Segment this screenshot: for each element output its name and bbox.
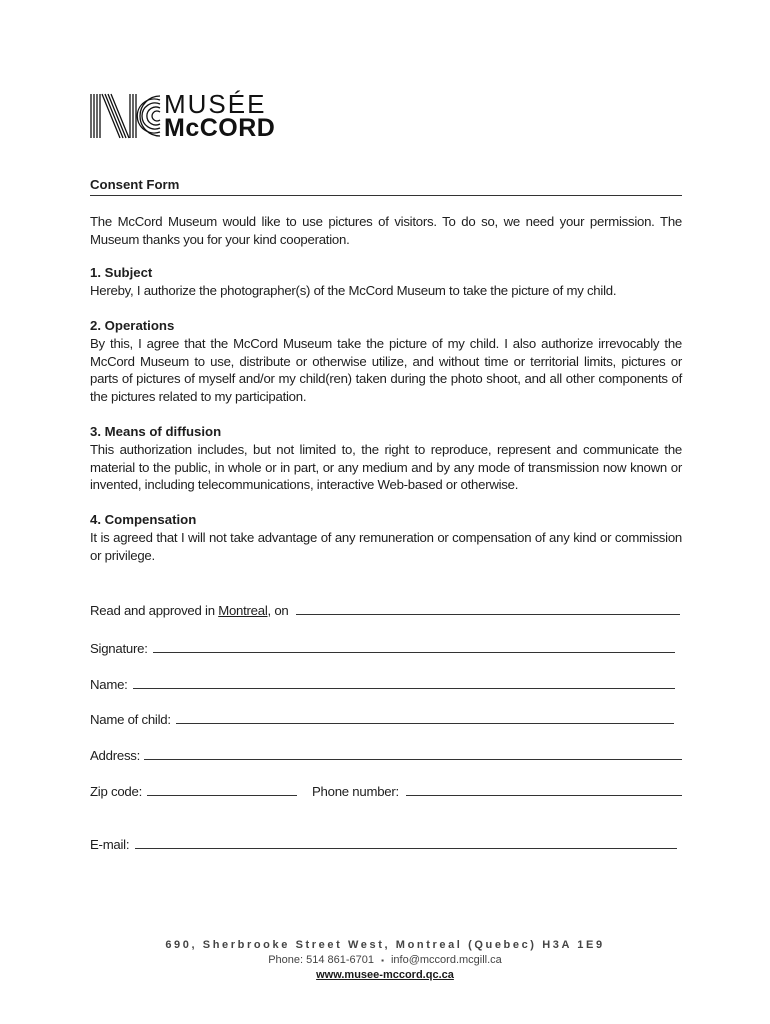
- address-label: Address:: [90, 748, 141, 763]
- section-subject: [90, 264, 682, 300]
- section-heading: 2. Operations: [90, 317, 175, 333]
- signature-line[interactable]: [153, 640, 675, 653]
- city-name: Montreal: [218, 603, 268, 618]
- zip-code-line[interactable]: [147, 783, 297, 796]
- date-line[interactable]: [296, 602, 680, 615]
- section-body: Hereby, I authorize the photographer(s) of the McCord Museum to take the picture of my child.: [90, 283, 617, 299]
- footer-contact: [0, 953, 770, 968]
- form-content: [90, 176, 682, 582]
- child-name-row: [90, 711, 674, 727]
- section-body: It is agreed that I will not take advantage of any remuneration or compensation of any kind or commission or privilege.: [90, 529, 682, 563]
- section-heading: 4. Compensation: [90, 512, 197, 528]
- signature-label: Signature:: [90, 641, 148, 656]
- child-name-label: Name of child:: [90, 712, 171, 727]
- logo-text-musee: MUSÉE: [164, 89, 267, 119]
- phone-row: [312, 783, 682, 799]
- email-line[interactable]: [135, 836, 677, 849]
- footer-email[interactable]: info@mccord.mcgill.ca: [390, 954, 502, 966]
- footer-phone: Phone: 514 861-6701: [268, 954, 375, 966]
- footer-website-link[interactable]: www.musee-mccord.qc.ca: [316, 969, 454, 981]
- signature-row: [90, 640, 675, 656]
- form-title: Consent Form: [90, 176, 682, 196]
- section-operations: [90, 317, 682, 406]
- section-heading: 3. Means of diffusion: [90, 423, 222, 439]
- intro-paragraph: The McCord Museum would like to use pictures of visitors. To do so, we need your permission. The Museum thanks you for your kind cooperation.: [90, 213, 682, 247]
- name-row: [90, 676, 675, 692]
- section-body: This authorization includes, but not limited to, the right to reproduce, represent and communicate the material to the public, in whole or in part, or any medium and by any mode of transmission now known or invented, including telecommunications, interactive Web-based or otherwise.: [90, 441, 682, 493]
- read-approved-label: Read and approved in: [90, 603, 219, 618]
- section-compensation: [90, 511, 682, 564]
- zip-code-row: [90, 783, 297, 799]
- logo-mark-icon: [90, 92, 162, 140]
- read-approved-on: , on: [267, 603, 289, 618]
- phone-line[interactable]: [406, 783, 682, 796]
- section-diffusion: [90, 423, 682, 494]
- phone-label: Phone number:: [312, 784, 399, 799]
- address-line[interactable]: [144, 747, 682, 760]
- name-label: Name:: [90, 677, 128, 692]
- bullet-icon: ▪: [381, 956, 384, 965]
- child-name-line[interactable]: [176, 711, 674, 724]
- zip-code-label: Zip code:: [90, 784, 142, 799]
- address-row: [90, 747, 682, 763]
- museum-logo: [90, 89, 300, 142]
- email-row: [90, 836, 677, 852]
- section-body: By this, I agree that the McCord Museum take the picture of my child. I also authorize irrevocably the McCord Museum to use, distribute or otherwise utilize, and without time or territorial limits, pictures or parts of pictures of myself and/or my child(ren) taken during the photo shoot, and all other components of the pictures related to my participation.: [90, 335, 682, 405]
- name-line[interactable]: [133, 676, 675, 689]
- logo-text-mccord: McCORD: [164, 114, 276, 142]
- footer: [0, 938, 770, 982]
- email-label: E-mail:: [90, 837, 130, 852]
- footer-address: 690, Sherbrooke Street West, Montreal (Quebec) H3A 1E9: [165, 939, 605, 951]
- read-approved-row: [90, 602, 680, 618]
- section-heading: 1. Subject: [90, 265, 153, 281]
